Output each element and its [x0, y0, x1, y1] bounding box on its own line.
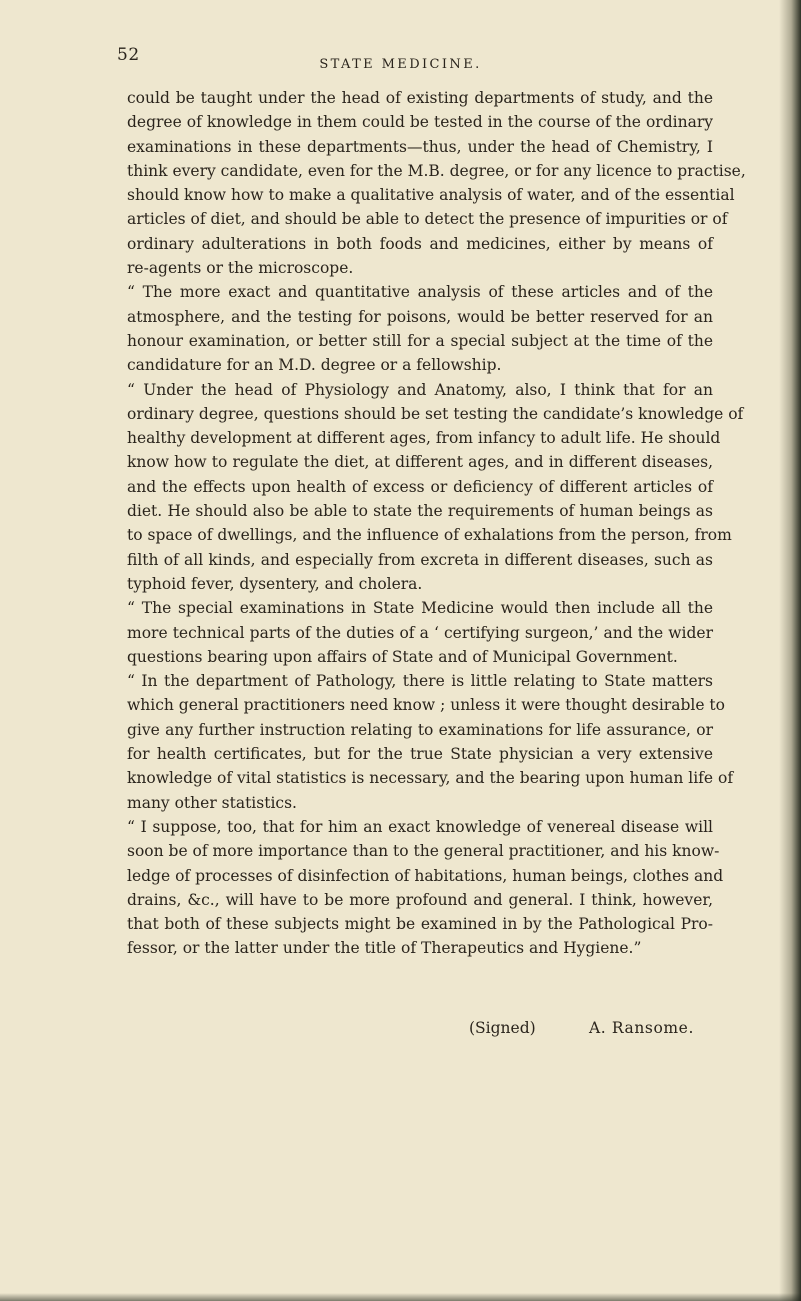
text-line: knowledge of vital statistics is necessary, and the bearing upon human life of: [127, 769, 734, 788]
text-line: ordinary degree, questions should be set testing the candidate’s knowledge of: [127, 404, 744, 423]
text-line: “ I suppose, too, that for him an exact knowledge of venereal disease will: [127, 817, 713, 836]
text-line: think every candidate, even for the M.B. degree, or for any licence to practise,: [127, 161, 746, 180]
text-line: “ In the department of Pathology, there is little relating to State matters: [127, 672, 713, 691]
text-line: drains, &c., will have to be more profound and general. I think, however,: [127, 890, 713, 909]
text-line: degree of knowledge in them could be tested in the course of the ordinary: [127, 113, 713, 132]
text-line: fessor, or the latter under the title of Therapeutics and Hygiene.”: [127, 939, 642, 958]
text-line: diet. He should also be able to state the requirements of human beings as: [127, 502, 713, 521]
text-line: questions bearing upon affairs of State and of Municipal Government.: [127, 647, 678, 666]
text-line: which general practitioners need know ; unless it were thought desirable to: [127, 696, 725, 715]
text-line: give any further instruction relating to examinations for life assurance, or: [127, 720, 713, 739]
body-text: [127, 86, 746, 961]
text-line: many other statistics.: [127, 793, 297, 812]
text-line: ordinary adulterations in both foods and medicines, either by means of: [127, 234, 713, 253]
text-line: articles of diet, and should be able to detect the presence of impurities or of: [127, 210, 728, 229]
text-line: should know how to make a qualitative analysis of water, and of the essential: [127, 186, 735, 205]
text-line: honour examination, or better still for a special subject at the time of the: [127, 331, 713, 350]
text-line: “ Under the head of Physiology and Anatomy, also, I think that for an: [127, 380, 713, 399]
text-line: soon be of more importance than to the general practitioner, and his know-: [127, 842, 720, 861]
text-line: candidature for an M.D. degree or a fellowship.: [127, 356, 502, 375]
text-line: more technical parts of the duties of a ‘ certifying surgeon,’ and the wider: [127, 623, 713, 642]
text-line: and the effects upon health of excess or deficiency of different articles of: [127, 477, 713, 496]
text-line: ledge of processes of disinfection of habitations, human beings, clothes and: [127, 866, 724, 885]
text-line: atmosphere, and the testing for poisons, would be better reserved for an: [127, 307, 713, 326]
signed-label: (Signed): [469, 1019, 536, 1037]
text-line: filth of all kinds, and especially from excreta in different diseases, such as: [127, 550, 713, 569]
text-line: that both of these subjects might be examined in by the Pathological Pro-: [127, 915, 713, 934]
text-line: typhoid fever, dysentery, and cholera.: [127, 574, 423, 593]
page-edge-shadow: [779, 0, 801, 1301]
page-bottom-shadow: [0, 1293, 801, 1301]
text-line: know how to regulate the diet, at different ages, and in different diseases,: [127, 453, 713, 472]
text-line: examinations in these departments—thus, under the head of Chemistry, I: [127, 137, 713, 156]
text-line: “ The special examinations in State Medicine would then include all the: [127, 599, 713, 618]
text-line: to space of dwellings, and the influence of exhalations from the person, from: [127, 526, 732, 545]
running-head: STATE MEDICINE.: [319, 57, 482, 72]
text-line: “ The more exact and quantitative analysis of these articles and of the: [127, 283, 713, 302]
text-line: re-agents or the microscope.: [127, 259, 354, 278]
text-line: could be taught under the head of existing departments of study, and the: [127, 89, 713, 107]
text-line: for health certificates, but for the true State physician a very extensive: [127, 745, 713, 764]
text-line: healthy development at different ages, from infancy to adult life. He should: [127, 429, 721, 448]
page-number: 52: [117, 45, 140, 65]
signatory-name: A. Ransome.: [589, 1019, 694, 1037]
